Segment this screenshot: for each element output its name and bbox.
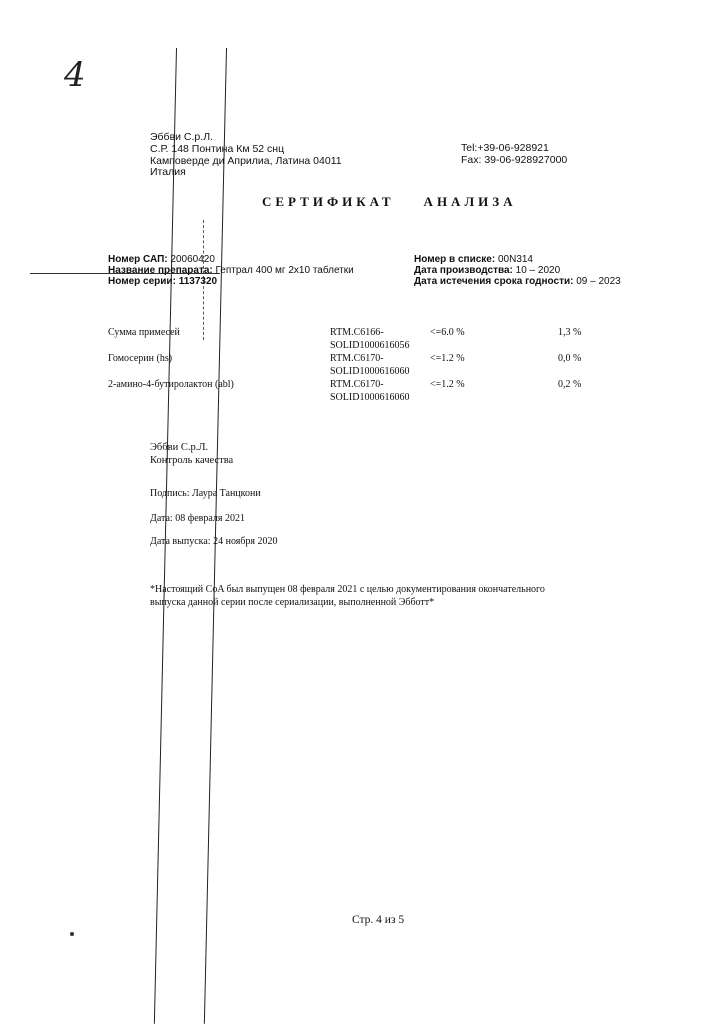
series-value: 1137320 [178, 276, 218, 287]
result-row-0-limit: <=6.0 % [430, 327, 465, 338]
qc-signature: Подпись: Лаура Танцкони [150, 488, 261, 499]
qc-company: Эббви С.р.Л. [150, 442, 209, 453]
company-fax: Fax: 39-06-928927000 [461, 154, 568, 166]
document-title: СЕРТИФИКАТ АНАЛИЗА [262, 194, 517, 209]
result-row-1-limit: <=1.2 % [430, 353, 465, 364]
company-tel: Tel:+39-06-928921 [461, 142, 549, 154]
series-label: Номер серии: [108, 276, 176, 287]
sap-value: 20060420 [170, 254, 215, 265]
handwritten-page-number: 4 [64, 55, 86, 95]
result-row-2-method1: RTM.C6170- [330, 379, 384, 390]
result-row-2-method2: SOLID1000616060 [330, 392, 410, 403]
qc-date: Дата: 08 февраля 2021 [150, 513, 245, 524]
product-name-value: Гептрал 400 мг 2х10 таблетки [215, 265, 354, 276]
company-address-line1: С.Р. 148 Понтина Км 52 снц [150, 143, 285, 155]
expiry-date [414, 276, 621, 287]
production-value: 10 – 2020 [515, 265, 561, 276]
sap-number [108, 254, 215, 265]
list-value: 00N314 [497, 254, 533, 265]
qc-department: Контроль качества [150, 455, 234, 466]
list-label: Номер в списке: [414, 254, 496, 265]
scan-dot [70, 932, 74, 936]
note-line-1: *Настоящий CoA был выпущен 08 февраля 2021 с целью документирования окончательного [150, 584, 545, 595]
result-row-0-method1: RTM.C6166- [330, 327, 384, 338]
result-row-2-name: 2-амино-4-бутиролактон (abl) [108, 379, 234, 390]
page-footer: Стр. 4 из 5 [352, 914, 405, 926]
product-name [108, 265, 354, 276]
note-line-2: выпуска данной серии после сериализации, выполненной Эбботт* [150, 597, 435, 608]
result-row-2-value: 0,2 % [558, 379, 582, 390]
result-row-0-method2: SOLID1000616056 [330, 340, 410, 351]
sap-label: Номер САП: [108, 254, 168, 265]
expiry-label: Дата истечения срока годности: [414, 276, 574, 287]
production-label: Дата производства: [414, 265, 513, 276]
result-row-1-method1: RTM.C6170- [330, 353, 384, 364]
series-number [108, 276, 217, 287]
qc-release-date: Дата выпуска: 24 ноября 2020 [150, 536, 278, 547]
company-country: Италия [150, 166, 186, 178]
result-row-1-name: Гомосерин (hs) [108, 353, 173, 364]
result-row-2-limit: <=1.2 % [430, 379, 465, 390]
list-number [414, 254, 533, 265]
result-row-0-name: Сумма примесей [108, 327, 180, 338]
company-address-line2: Камповерде ди Априлиа, Латина 04011 [150, 155, 342, 167]
product-name-label: Название препарата: [108, 265, 213, 276]
result-row-1-value: 0,0 % [558, 353, 582, 364]
result-row-0-value: 1,3 % [558, 327, 582, 338]
result-row-1-method2: SOLID1000616060 [330, 366, 410, 377]
production-date [414, 265, 560, 276]
company-name: Эббви С.р.Л. [150, 131, 213, 143]
expiry-value: 09 – 2023 [576, 276, 621, 287]
